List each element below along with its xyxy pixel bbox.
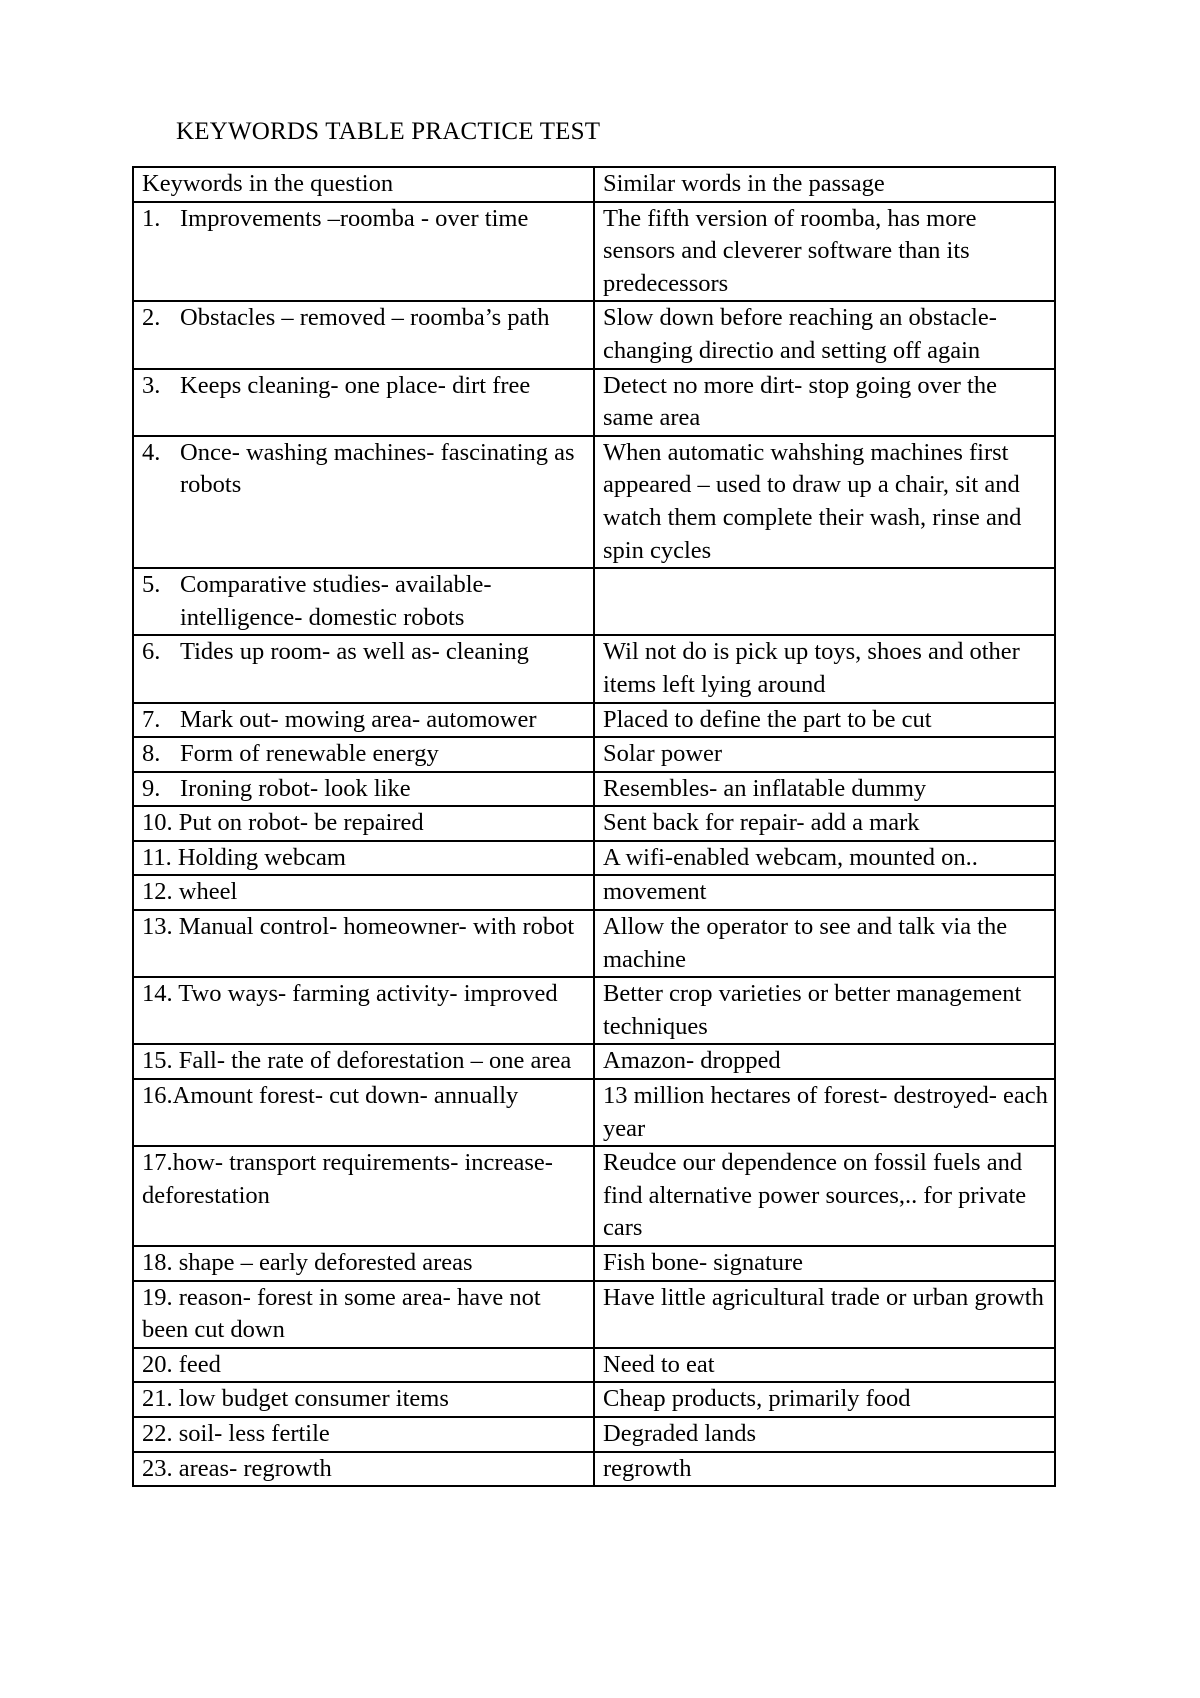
table-row: [133, 703, 1055, 738]
passage-cell: movement: [594, 875, 1055, 910]
keyword-text: 10. Put on robot- be repaired: [142, 809, 424, 837]
passage-cell: Cheap products, primarily food: [594, 1382, 1055, 1417]
keywords-cell: [133, 703, 594, 738]
passage-cell: The fifth version of roomba, has more sensors and cleverer software than its predecessors: [594, 202, 1055, 302]
table-body: [133, 202, 1055, 1487]
table-row: [133, 1417, 1055, 1452]
item-number: 8.: [142, 740, 161, 768]
item-number: 5.: [142, 571, 161, 599]
numbered-keyword: [142, 738, 587, 771]
table-row: [133, 772, 1055, 807]
passage-cell: When automatic wahshing machines first appeared – used to draw up a chair, sit and watch them complete their wash, rinse and spin cycles: [594, 436, 1055, 568]
table-row: [133, 1146, 1055, 1246]
keywords-cell: [133, 875, 594, 910]
keywords-cell: [133, 841, 594, 876]
passage-cell: Need to eat: [594, 1348, 1055, 1383]
item-number: 4.: [142, 438, 161, 466]
keywords-cell: [133, 436, 594, 568]
keyword-text: 21. low budget consumer items: [142, 1385, 449, 1413]
page-title: KEYWORDS TABLE PRACTICE TEST: [176, 118, 601, 145]
numbered-keyword: [142, 636, 587, 669]
table-row: [133, 301, 1055, 368]
table-row: [133, 910, 1055, 977]
keyword-text: Improvements –roomba - over time: [180, 204, 529, 232]
keyword-text: Once- washing machines- fascinating as robots: [180, 438, 575, 499]
passage-cell: Reudce our dependence on fossil fuels and find alternative power sources,.. for private cars: [594, 1146, 1055, 1246]
numbered-keyword: [142, 370, 587, 403]
table-row: [133, 1348, 1055, 1383]
keywords-cell: [133, 977, 594, 1044]
keywords-cell: [133, 1382, 594, 1417]
passage-cell: Solar power: [594, 737, 1055, 772]
keywords-cell: [133, 772, 594, 807]
passage-cell: 13 million hectares of forest- destroyed- each year: [594, 1079, 1055, 1146]
keyword-text: Comparative studies- available- intelligence- domestic robots: [180, 571, 492, 631]
passage-cell: Degraded lands: [594, 1417, 1055, 1452]
keyword-text: Keeps cleaning- one place- dirt free: [180, 371, 531, 399]
keywords-cell: [133, 737, 594, 772]
passage-cell: Slow down before reaching an obstacle- changing directio and setting off again: [594, 301, 1055, 368]
keywords-cell: [133, 301, 594, 368]
numbered-keyword: [142, 302, 587, 335]
keywords-cell: [133, 635, 594, 702]
keyword-text: 23. areas- regrowth: [142, 1454, 332, 1482]
passage-cell: Allow the operator to see and talk via the machine: [594, 910, 1055, 977]
keyword-text: Obstacles – removed – roomba’s path: [180, 304, 550, 332]
numbered-keyword: [142, 437, 587, 502]
numbered-keyword: [142, 773, 587, 806]
keywords-table: [132, 166, 1056, 1487]
keyword-text: Form of renewable energy: [180, 740, 439, 768]
table-row: [133, 977, 1055, 1044]
item-number: 1.: [142, 204, 161, 232]
passage-cell: A wifi-enabled webcam, mounted on..: [594, 841, 1055, 876]
keyword-text: 15. Fall- the rate of deforestation – one area: [142, 1047, 572, 1075]
keywords-cell: [133, 1281, 594, 1348]
item-number: 2.: [142, 304, 161, 332]
keyword-text: 20. feed: [142, 1350, 221, 1378]
passage-cell: Have little agricultural trade or urban growth: [594, 1281, 1055, 1348]
table-row: [133, 1452, 1055, 1487]
passage-cell: Fish bone- signature: [594, 1246, 1055, 1281]
passage-cell: Placed to define the part to be cut: [594, 703, 1055, 738]
item-number: 3.: [142, 371, 161, 399]
table-row: [133, 806, 1055, 841]
keyword-text: 12. wheel: [142, 878, 238, 906]
table-row: [133, 1079, 1055, 1146]
passage-cell: [594, 568, 1055, 635]
column-header-keywords: Keywords in the question: [133, 167, 594, 202]
passage-cell: regrowth: [594, 1452, 1055, 1487]
keywords-cell: [133, 1079, 594, 1146]
table-row: [133, 875, 1055, 910]
keyword-text: 13. Manual control- homeowner- with robot: [142, 913, 575, 941]
passage-cell: Better crop varieties or better management techniques: [594, 977, 1055, 1044]
keywords-cell: [133, 202, 594, 302]
item-number: 6.: [142, 638, 161, 666]
keyword-text: Tides up room- as well as- cleaning: [180, 638, 529, 666]
keyword-text: 22. soil- less fertile: [142, 1419, 330, 1447]
table-row: [133, 1044, 1055, 1079]
keywords-cell: [133, 1417, 594, 1452]
keywords-cell: [133, 1146, 594, 1246]
table-row: [133, 1382, 1055, 1417]
passage-cell: Resembles- an inflatable dummy: [594, 772, 1055, 807]
keywords-cell: [133, 1348, 594, 1383]
keyword-text: 19. reason- forest in some area- have not been cut down: [142, 1283, 541, 1344]
passage-cell: Wil not do is pick up toys, shoes and other items left lying around: [594, 635, 1055, 702]
keyword-text: 16.Amount forest- cut down- annually: [142, 1082, 519, 1110]
table-row: [133, 635, 1055, 702]
keywords-cell: [133, 910, 594, 977]
keywords-cell: [133, 369, 594, 436]
passage-cell: Amazon- dropped: [594, 1044, 1055, 1079]
table-row: [133, 568, 1055, 635]
keywords-cell: [133, 806, 594, 841]
table-row: [133, 1281, 1055, 1348]
keyword-text: 14. Two ways- farming activity- improved: [142, 980, 558, 1008]
passage-cell: Sent back for repair- add a mark: [594, 806, 1055, 841]
table-row: [133, 202, 1055, 302]
keyword-text: 11. Holding webcam: [142, 843, 346, 871]
keywords-cell: [133, 1452, 594, 1487]
numbered-keyword: [142, 704, 587, 737]
numbered-keyword: [142, 203, 587, 236]
table-row: [133, 369, 1055, 436]
table-header-row: [133, 167, 1055, 202]
keyword-text: 17.how- transport requirements- increase- deforestation: [142, 1149, 553, 1209]
numbered-keyword: [142, 569, 587, 634]
table-row: [133, 841, 1055, 876]
item-number: 7.: [142, 705, 161, 733]
keywords-cell: [133, 1044, 594, 1079]
table-row: [133, 737, 1055, 772]
keyword-text: Mark out- mowing area- automower: [180, 705, 537, 733]
keyword-text: 18. shape – early deforested areas: [142, 1249, 473, 1276]
keywords-cell: [133, 1246, 594, 1281]
keywords-cell: [133, 568, 594, 635]
passage-cell: Detect no more dirt- stop going over the same area: [594, 369, 1055, 436]
table-row: [133, 1246, 1055, 1281]
item-number: 9.: [142, 774, 161, 802]
column-header-passage: Similar words in the passage: [594, 167, 1055, 202]
keyword-text: Ironing robot- look like: [180, 774, 411, 802]
table-row: [133, 436, 1055, 568]
